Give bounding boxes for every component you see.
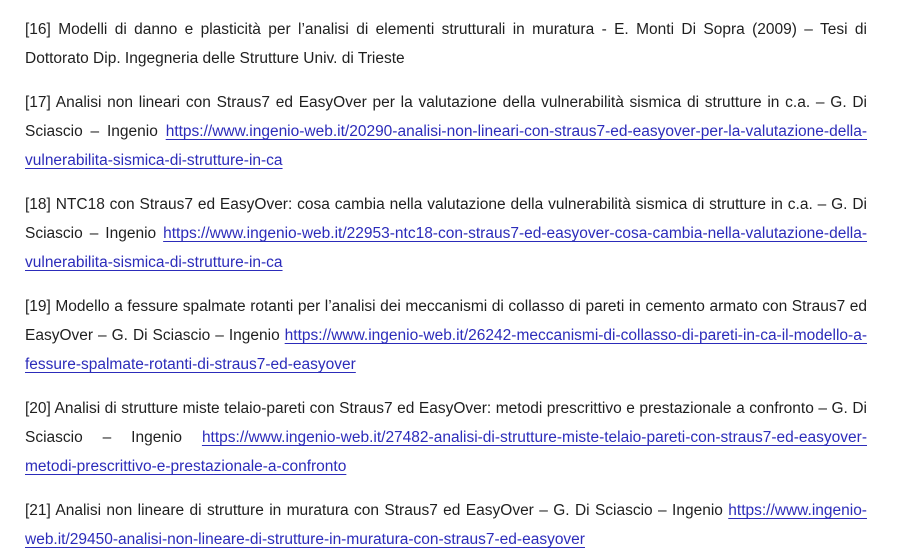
- reference-item: [25, 15, 867, 73]
- reference-link[interactable]: https://www.ingenio-web.it/22953-ntc18-con-straus7-ed-easyover-cosa-cambia-nella-valutazione-della-vulnerabilita-sismica-di-strutture-in-ca: [25, 225, 867, 271]
- reference-text: [16] Modelli di danno e plasticità per l’analisi di elementi strutturali in muratura - E. Monti Di Sopra (2009) – Tesi di Dottorato Dip. Ingegneria delle Strutture Univ. di Trieste: [25, 21, 867, 67]
- reference-item: [25, 88, 867, 175]
- reference-item: [25, 394, 867, 481]
- reference-item: [25, 292, 867, 379]
- reference-item: [25, 190, 867, 277]
- reference-link[interactable]: https://www.ingenio-web.it/26242-meccanismi-di-collasso-di-pareti-in-ca-il-modello-a-fessure-spalmate-rotanti-di-straus7-ed-easyover: [25, 327, 867, 373]
- reference-link[interactable]: https://www.ingenio-web.it/27482-analisi-di-strutture-miste-telaio-pareti-con-straus7-ed-easyover-metodi-prescrittivo-e-prestazionale-a-confronto: [25, 429, 867, 475]
- reference-link[interactable]: https://www.ingenio-web.it/20290-analisi-non-lineari-con-straus7-ed-easyover-per-la-valutazione-della-vulnerabilita-sismica-di-strutture-in-ca: [25, 123, 867, 169]
- reference-text: [18] NTC18 con Straus7 ed EasyOver: cosa cambia nella valutazione della vulnerabilità sismica di strutture in c.a. – G. Di Sciascio – Ingenio: [25, 196, 867, 242]
- reference-text: [19] Modello a fessure spalmate rotanti per l’analisi dei meccanismi di collasso di pareti in cemento armato con Straus7 ed EasyOver – G. Di Sciascio – Ingenio: [25, 298, 867, 344]
- reference-text: [21] Analisi non lineare di strutture in muratura con Straus7 ed EasyOver – G. Di Sciascio – Ingenio: [25, 502, 723, 519]
- reference-link[interactable]: https://www.ingenio-web.it/29450-analisi-non-lineare-di-strutture-in-muratura-con-straus7-ed-easyover: [25, 502, 867, 548]
- reference-text: [20] Analisi di strutture miste telaio-pareti con Straus7 ed EasyOver: metodi prescrittivo e prestazionale a confronto – G. Di Sciascio – Ingenio: [25, 400, 867, 446]
- reference-text: [17] Analisi non lineari con Straus7 ed EasyOver per la valutazione della vulnerabilità sismica di strutture in c.a. – G. Di Sciascio – Ingenio: [25, 94, 867, 140]
- reference-item: [25, 496, 867, 554]
